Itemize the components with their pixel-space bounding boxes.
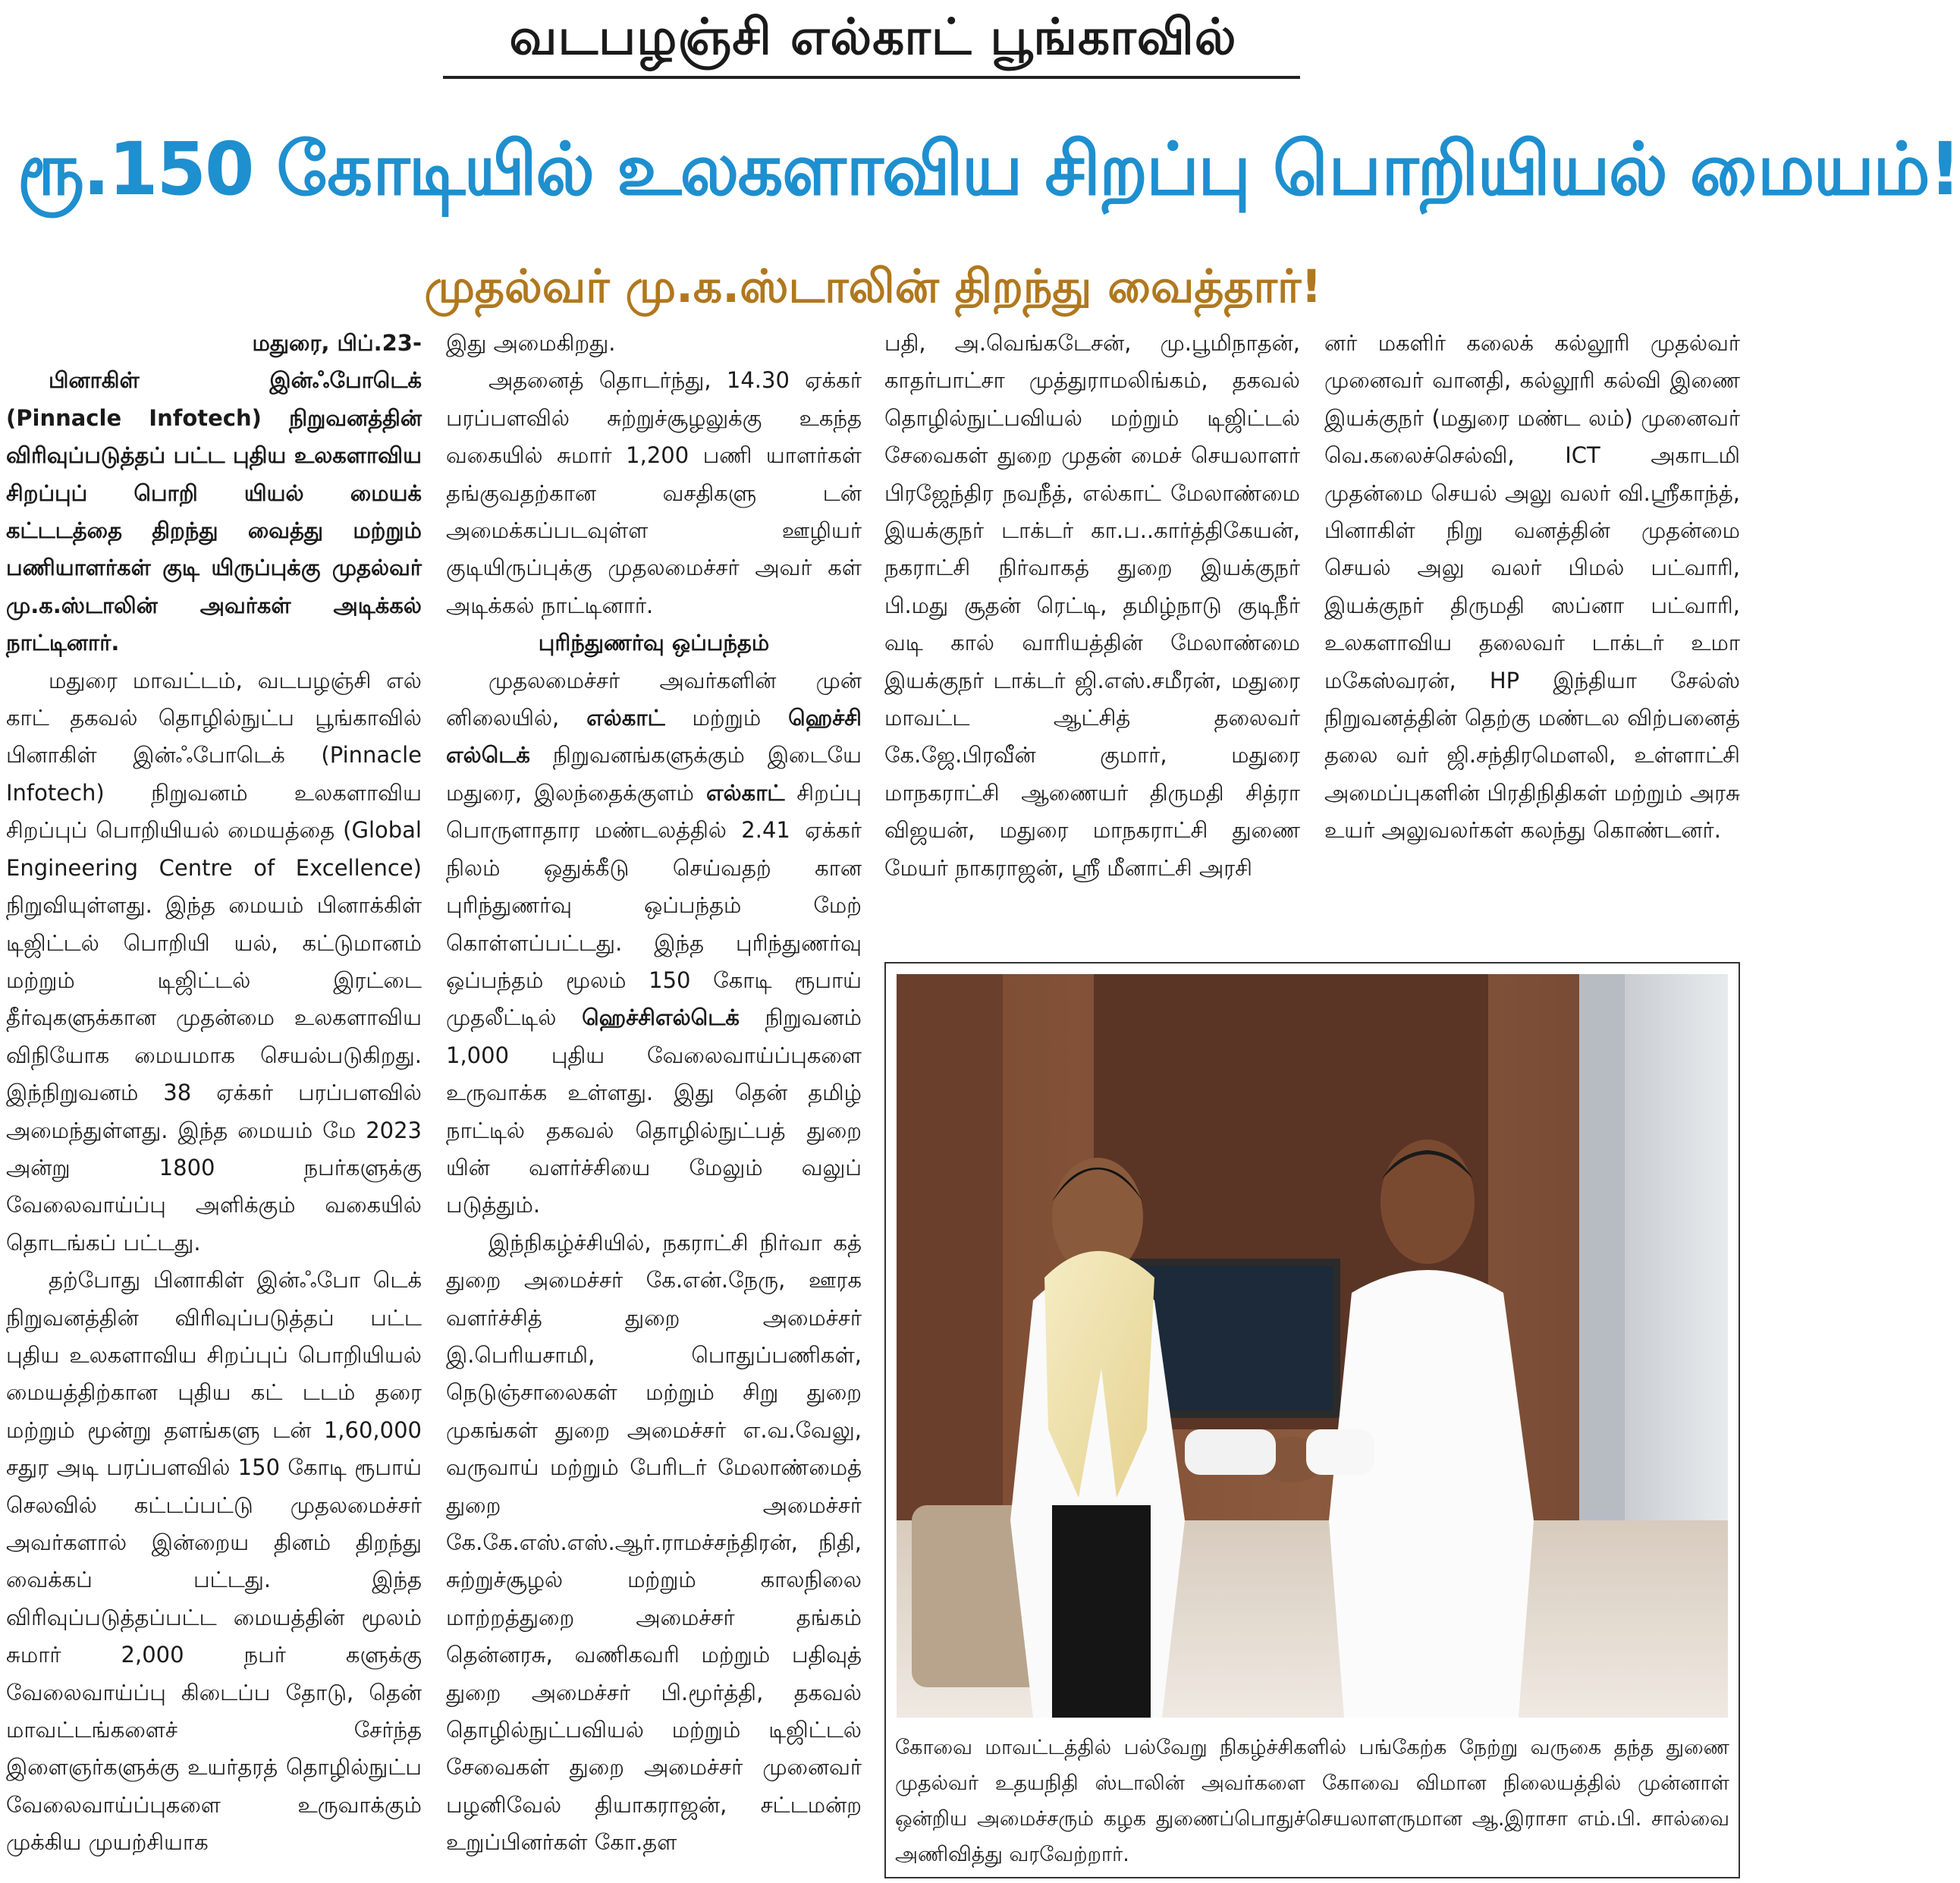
bold-org-name: எல்காட் [705,779,785,806]
subheadline: முதல்வர் மு.க.ஸ்டாலின் திறந்து வைத்தார்! [424,260,1322,313]
kicker-underline [443,76,1300,79]
body-paragraph: இது அமைகிறது. [446,330,616,356]
body-paragraph: அதனைத் தொடர்ந்து, 14.30 ஏக்கர் பரப்பளவில் சுற்றுச்சூழலுக்கு உகந்த வகையில் சுமார் 1,200 பணி யாளர்கள் தங்குவதற்கான வசதிகளு டன் அமைக்கப்படவுள்ள ஊழியர் குடியிருப்புக்கு முதலமைச்சர் அவர் கள் அடிக்கல் நாட்டினார். [446,367,862,618]
text-run: நிறுவனம் 1,000 புதிய வேலைவாய்ப்புகளை உருவாக்க உள்ளது. இது தென் தமிழ் நாட்டில் தகவல் தொழில்நுட்பத் துறை யின் வளர்ச்சியை மேலும் வலுப் படுத்தும். [446,1004,862,1218]
body-paragraph: இந்நிகழ்ச்சியில், நகராட்சி நிர்வா கத் துறை அமைச்சர் கே.என்.நேரு, ஊரக வளர்ச்சித் துறை அமைச்சர் இ.பெரியசாமி, பொதுப்பணிகள், நெடுஞ்சாலைகள் மற்றும் சிறு துறை முகங்கள் துறை அமைச்சர் எ.வ.வேலு, வருவாய் மற்றும் பேரிடர் மேலாண்மைத் துறை அமைச்சர் கே.கே.எஸ்.எஸ்.ஆர்.ராமச்சந்திரன், நிதி, சுற்றுச்சூழல் மற்றும் காலநிலை மாற்றத்துறை அமைச்சர் தங்கம் தென்னரசு, வணிகவரி மற்றும் பதிவுத் துறை அமைச்சர் பி.மூர்த்தி, தகவல் தொழில்நுட்பவியல் மற்றும் டிஜிட்டல் சேவைகள் துறை அமைச்சர் முனைவர் பழனிவேல் தியாகராஜன், சட்டமன்ற உறுப்பினர்கள் கோ.தள [446,1229,862,1856]
photo-caption: கோவை மாவட்டத்தில் பல்வேறு நிகழ்ச்சிகளில் பங்கேற்க நேற்று வருகை தந்த துணை முதல்வர் உதயநிதி ஸ்டாலின் அவர்களை கோவை விமான நிலையத்தில் முன்னாள் ஒன்றிய அமைச்சரும் கழக துணைப்பொதுச்செயலாளருமான ஆ.இராசா எம்.பி. சால்வை அணிவித்து வரவேற்றார். [895,1736,1729,1866]
body-paragraph: னர் மகளிர் கலைக் கல்லூரி முதல்வர் முனைவர் வானதி, கல்லூரி கல்வி இணை இயக்குநர் (மதுரை மண்ட லம்) முனைவர் வெ.கலைச்செல்வி, ICT அகாடமி முதன்மை செயல் அலு வலர் வி.ஸ்ரீகாந்த், பினாகிள் நிறு வனத்தின் முதன்மை செயல் அலு வலர் பிமல் பட்வாரி, இயக்குநர் திருமதி ஸப்னா பட்வாரி, உலகளாவிய தலைவர் டாக்டர் உமா மகேஸ்வரன், HP இந்தியா சேல்ஸ் நிறுவனத்தின் தெற்கு மண்டல விற்பனைத் தலை வர் ஜி.சந்திரமௌலி, உள்ளாட்சி அமைப்புகளின் பிரதிநிதிகள் மற்றும் அரசு உயர் அலுவலர்கள் கலந்து கொண்டனர். [1324,330,1740,844]
dateline: மதுரை, பிப்.23- [252,330,422,356]
body-paragraph: பதி, அ.வெங்கடேசன், மு.பூமிநாதன், காதர்பாட்சா முத்துராமலிங்கம், தகவல் தொழில்நுட்பவியல் மற்றும் டிஜிட்டல் சேவைகள் துறை முதன் மைச் செயலாளர் பிரஜேந்திர நவநீத், எல்காட் மேலாண்மை இயக்குநர் டாக்டர் கா.ப..கார்த்திகேயன், நகராட்சி நிர்வாகத் துறை இயக்குநர் பி.மது சூதன் ரெட்டி, தமிழ்நாடு குடிநீர் வடி கால் வாரியத்தின் மேலாண்மை இயக்குநர் டாக்டர் ஜி.எஸ்.சமீரன், மதுரை மாவட்ட ஆட்சித் தலைவர் கே.ஜே.பிரவீன் குமார், மதுரை மாநகராட்சி ஆணையர் திருமதி சித்ரா விஜயன், மதுரை மாநகராட்சி துணை மேயர் நாகராஜன், ஸ்ரீ மீனாட்சி அரசி [884,330,1300,881]
article-column-1 [6,325,422,1862]
text-run: மற்றும் [664,705,789,731]
photo-box [884,962,1740,1878]
text-run: சிறப்பு பொருளாதார மண்டலத்தில் 2.41 ஏக்கர் நிலம் ஒதுக்கீடு செய்வதற் கான புரிந்துணர்வு ஒப்பந்தம் மேற் கொள்ளப்பட்டது. இந்த புரிந்துணர்வு ஒப்பந்தம் மூலம் 150 கோடி ரூபாய் முதலீட்டில் [446,779,862,1031]
headline: ரூ.150 கோடியில் உலகளாவிய சிறப்பு பொறியியல் மையம்! [17,127,1960,212]
section-subheading: புரிந்துணர்வு ஒப்பந்தம் [538,630,770,656]
text-run: முதலமைச்சர் அவர்களின் முன் னிலையில், [446,667,862,731]
kicker-title: வடபழஞ்சி எல்காட் பூங்காவில் [509,8,1237,66]
lead-paragraph: பினாகிள் இன்ஃபோடெக் (Pinnacle Infotech) நிறுவனத்தின் விரிவுப்படுத்தப் பட்ட புதிய உலகளாவிய சிறப்புப் பொறி யியல் மையக் கட்டடத்தை திறந்து வைத்து மற்றும் பணியாளர்கள் குடி யிருப்புக்கு முதல்வர் மு.க.ஸ்டாலின் அவர்கள் அடிக்கல் நாட்டினார். [6,367,422,656]
body-paragraph [446,662,862,1224]
bold-org-name: எல்காட் [586,705,665,731]
news-photo [897,974,1728,1718]
text-run: நிறுவனங்களுக்கும் இடையே மதுரை, இலந்தைக்குளம் [446,742,862,806]
body-paragraph: மதுரை மாவட்டம், வடபழஞ்சி எல் காட் தகவல் தொழில்நுட்ப பூங்காவில் பினாகிள் இன்ஃபோடெக் (Pinnacle Infotech) நிறுவனம் உலகளாவிய சிறப்புப் பொறியியல் மையத்தை (Global Engineering Centre of Excellence) நிறுவியுள்ளது. இந்த மையம் பினாக்கிள் டிஜிட்டல் பொறியி யல், கட்டுமானம் மற்றும் டிஜிட்டல் இரட்டை தீர்வுகளுக்கான முதன்மை உலகளாவிய விநியோக மையமாக செயல்படுகிறது. இந்நிறுவனம் 38 ஏக்கர் பரப்பளவில் அமைந்துள்ளது. இந்த மையம் மே 2023 அன்று 1800 நபர்களுக்கு வேலைவாய்ப்பு அளிக்கும் வகையில் தொடங்கப் பட்டது. [6,667,422,1256]
article-column-3 [884,325,1300,887]
body-paragraph: தற்போது பினாகிள் இன்ஃபோ டெக் நிறுவனத்தின் விரிவுப்படுத்தப் பட்ட புதிய உலகளாவிய சிறப்புப் பொறியியல் மையத்திற்கான புதிய கட் டடம் தரை மற்றும் மூன்று தளங்களு டன் 1,60,000 சதுர அடி பரப்பளவில் 150 கோடி ரூபாய் செலவில் கட்டப்பட்டு முதலமைச்சர் அவர்களால் இன்றைய தினம் திறந்து வைக்கப் பட்டது. இந்த விரிவுப்படுத்தப்பட்ட மையத்தின் மூலம் சுமார் 2,000 நபர் களுக்கு வேலைவாய்ப்பு கிடைப்ப தோடு, தென் மாவட்டங்களைச் சேர்ந்த இளைஞர்களுக்கு உயர்தரத் தொழில்நுட்ப வேலைவாய்ப்புகளை உருவாக்கும் முக்கிய முயற்சியாக [6,1267,422,1856]
bold-org-name: ஹெச்சி எல்டெக் [446,705,862,769]
article-column-2 [446,325,862,1862]
article-column-4 [1324,325,1740,850]
bold-org-name: ஹெச்சிஎல்டெக் [582,1004,740,1031]
